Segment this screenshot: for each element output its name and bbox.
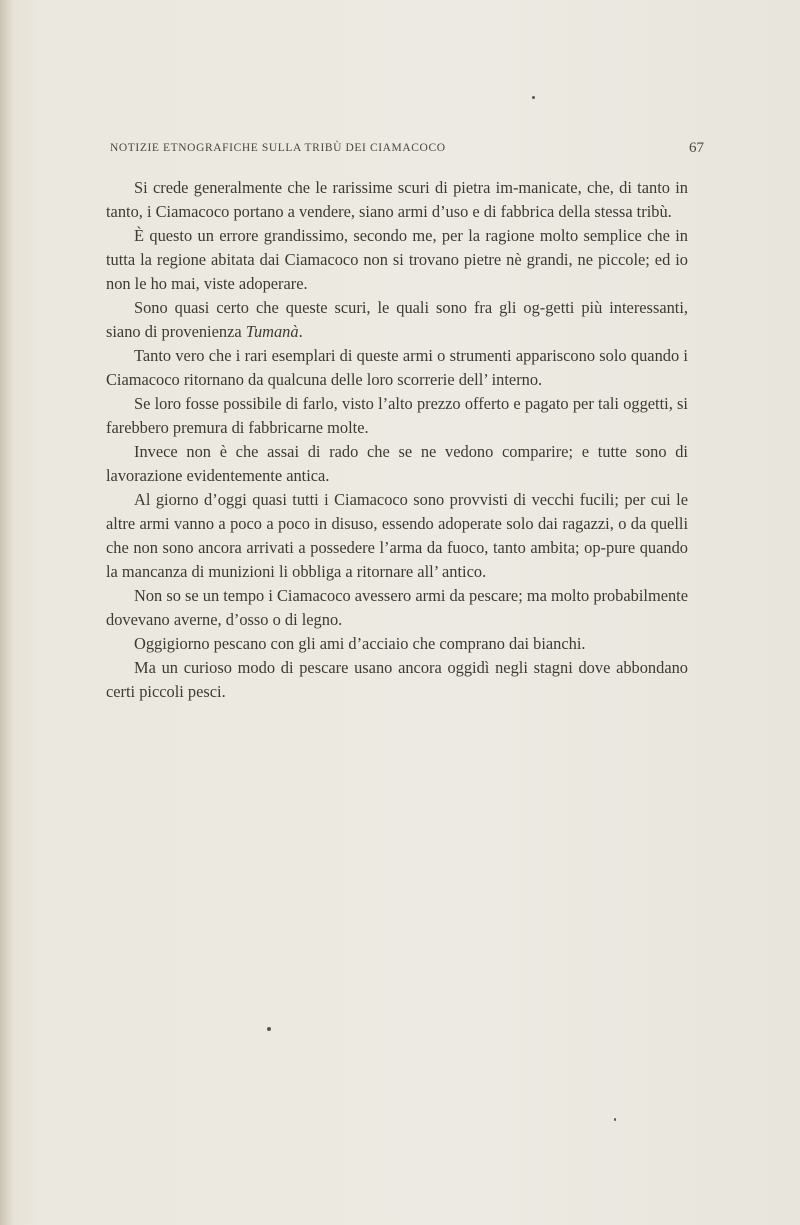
paragraph: Non so se un tempo i Ciamacoco avessero armi da pescare; ma molto probabilmente dovevano averne, d’osso o di legno. <box>106 586 688 629</box>
running-head <box>110 140 704 162</box>
italic-place-name: Tumanà <box>245 322 299 341</box>
paragraph: È questo un errore grandissimo, secondo me, per la ragione molto semplice che in tutta la regione abitata dai Ciamacoco non si trovano pietre nè grandi, ne piccole; ed io non le ho mai, viste adoperare. <box>106 226 688 293</box>
page-number: 67 <box>689 140 704 156</box>
paragraph-text: . <box>298 322 303 341</box>
binding-shadow <box>0 0 14 1225</box>
paragraph: Al giorno d’oggi quasi tutti i Ciamacoco sono provvisti di vecchi fucili; per cui le altre armi vanno a poco a poco in disuso, essendo adoperate solo dai ragazzi, o da quelli che non sono ancora arrivati a possedere l’arma da fuoco, tanto ambita; op-pure quando la mancanza di munizioni li obbliga a ritornare all’ antico. <box>106 490 688 581</box>
paragraph: Ma un curioso modo di pescare usano ancora oggidì negli stagni dove abbondano certi piccoli pesci. <box>106 658 688 701</box>
print-speck <box>267 1027 271 1031</box>
print-speck <box>614 1118 616 1121</box>
print-speck <box>532 96 535 99</box>
running-title: NOTIZIE ETNOGRAFICHE SULLA TRIBÙ DEI CIAMACOCO <box>110 142 446 154</box>
body-text <box>106 176 688 704</box>
paragraph-text: Sono quasi certo che queste scuri, le quali sono fra gli og-getti più interessanti, siano di provenienza <box>106 298 688 341</box>
paragraph: Se loro fosse possibile di farlo, visto l’alto prezzo offerto e pagato per tali oggetti, si farebbero premura di fabbricarne molte. <box>106 394 688 437</box>
paragraph: Si crede generalmente che le rarissime scuri di pietra im-manicate, che, di tanto in tanto, i Ciamacoco portano a vendere, siano armi d’uso e di fabbrica della stessa tribù. <box>106 178 688 221</box>
paragraph: Tanto vero che i rari esemplari di queste armi o strumenti appariscono solo quando i Ciamacoco ritornano da qualcuna delle loro scorrerie dell’ interno. <box>106 346 688 389</box>
paragraph: Invece non è che assai di rado che se ne vedono comparire; e tutte sono di lavorazione evidentemente antica. <box>106 442 688 485</box>
paragraph <box>106 296 688 344</box>
paragraph: Oggigiorno pescano con gli ami d’acciaio che comprano dai bianchi. <box>134 634 586 653</box>
